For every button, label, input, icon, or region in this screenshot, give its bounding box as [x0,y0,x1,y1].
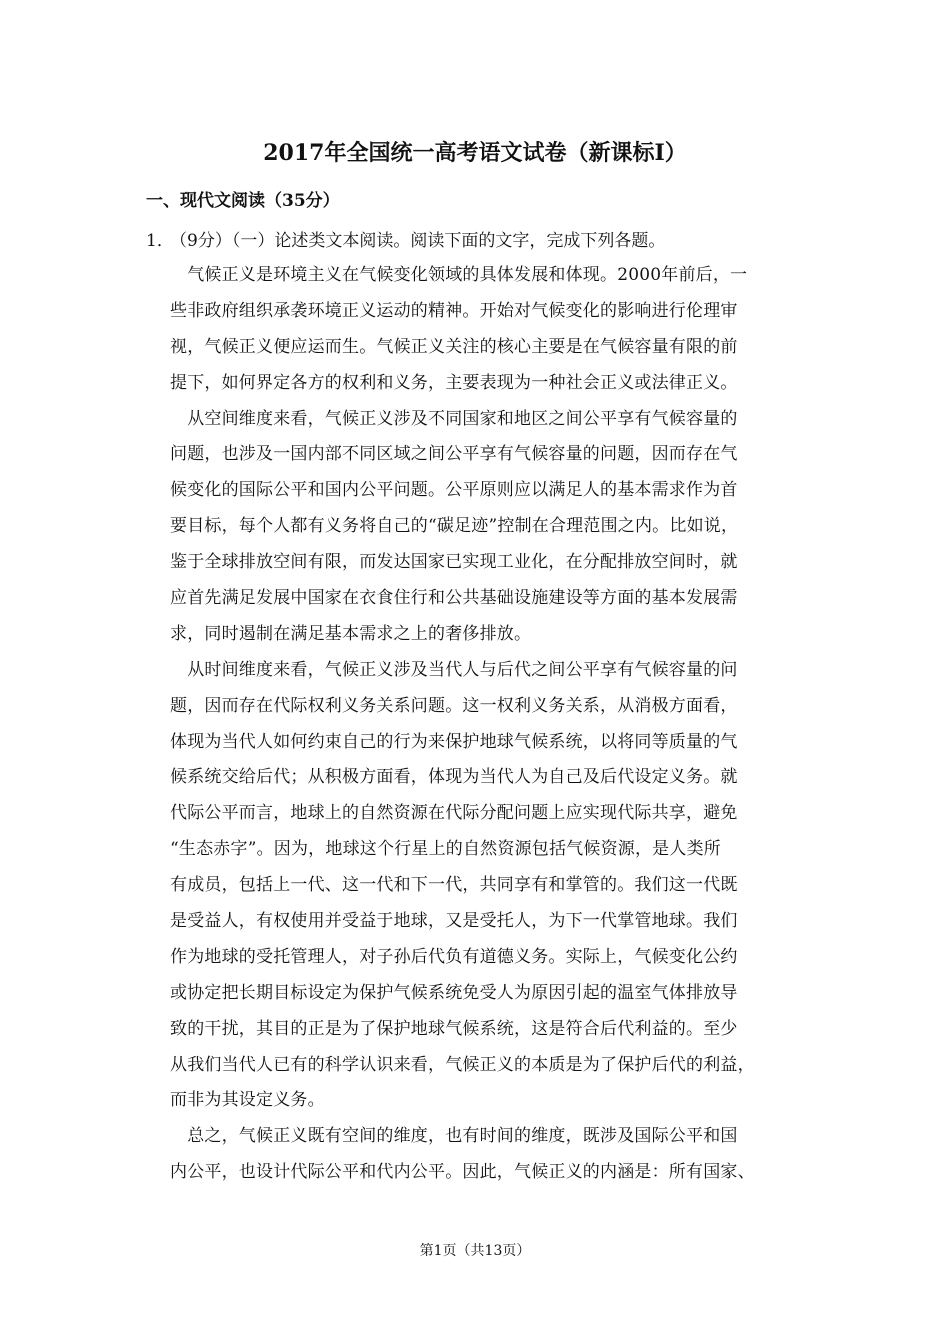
passage-line: 要目标，每个人都有义务将自己的“碳足迹”控制在合理范围之内。比如说， [170,516,739,537]
question-instruction: （9分）（一）论述类文本阅读。阅读下面的文字，完成下列各题。 [170,231,666,251]
passage-line: 代际公平而言，地球上的自然资源在代际分配问题上应实现代际共享，避免 [170,803,738,824]
passage-line: 求，同时遏制在满足基本需求之上的奢侈排放。 [170,623,532,644]
passage-line: 视，气候正义便应运而生。气候正义关注的核心主要是在气候容量有限的前 [170,336,738,357]
passage-line: 有成员，包括上一代、这一代和下一代，共同享有和掌管的。我们这一代既 [170,875,738,896]
question-number: 1． [146,231,174,251]
exam-title: 2017年全国统一高考语文试卷（新课标Ⅰ） [263,140,687,166]
passage-line: 鉴于全球排放空间有限，而发达国家已实现工业化，在分配排放空间时，就 [170,552,738,573]
passage-line: 作为地球的受托管理人，对子孙后代负有道德义务。实际上，气候变化公约 [170,946,738,967]
passage-line: 候变化的国际公平和国内公平问题。公平原则应以满足人的基本需求作为首 [170,480,738,501]
passage-line: 从空间维度来看，气候正义涉及不同国家和地区之间公平享有气候容量的 [170,408,738,429]
passage-line: 总之，气候正义既有空间的维度，也有时间的维度，既涉及国际公平和国 [170,1126,738,1147]
passage-line: 从我们当代人已有的科学认识来看，气候正义的本质是为了保护后代的利益， [170,1054,755,1075]
passage-line: 内公平，也设计代际公平和代内公平。因此，气候正义的内涵是：所有国家、 [170,1162,755,1183]
passage-paragraph-2 [170,402,820,653]
page-footer: 第1页（共13页） [419,1243,531,1259]
reading-passage [170,258,820,1191]
passage-paragraph-3 [170,653,820,1120]
passage-line: 候系统交给后代；从积极方面看，体现为当代人为自己及后代设定义务。就 [170,767,738,788]
passage-line: 气候正义是环境主义在气候变化领域的具体发展和体现。2000年前后，一 [170,265,748,285]
section-heading: 一、现代文阅读（35分） [146,191,340,211]
passage-line: 体现为当代人如何约束自己的行为来保护地球气候系统，以将同等质量的气 [170,731,738,752]
passage-line: 问题，也涉及一国内部不同区域之间公平享有气候容量的问题，因而存在气 [170,444,738,465]
passage-line: 应首先满足发展中国家在衣食住行和公共基础设施建设等方面的基本发展需 [170,588,738,609]
passage-line: “生态赤字”。因为，地球这个行星上的自然资源包括气候资源，是人类所 [170,839,721,860]
passage-line: 从时间维度来看，气候正义涉及当代人与后代之间公平享有气候容量的问 [170,659,738,680]
passage-line: 或协定把长期目标设定为保护气候系统免受人为原因引起的温室气体排放导 [170,982,738,1003]
passage-line: 致的干扰，其目的正是为了保护地球气候系统，这是符合后代利益的。至少 [170,1018,738,1039]
passage-line: 提下，如何界定各方的权利和义务，主要表现为一种社会正义或法律正义。 [170,372,738,393]
passage-paragraph-1 [170,258,820,402]
passage-line: 些非政府组织承袭环境正义运动的精神。开始对气候变化的影响进行伦理审 [170,300,738,321]
passage-paragraph-4 [170,1119,820,1191]
passage-line: 题，因而存在代际权利义务关系问题。这一权利义务关系，从消极方面看， [170,695,738,716]
question-1-prompt [146,226,665,256]
passage-line: 而非为其设定义务。 [170,1090,325,1111]
passage-line: 是受益人，有权使用并受益于地球，又是受托人，为下一代掌管地球。我们 [170,911,738,932]
